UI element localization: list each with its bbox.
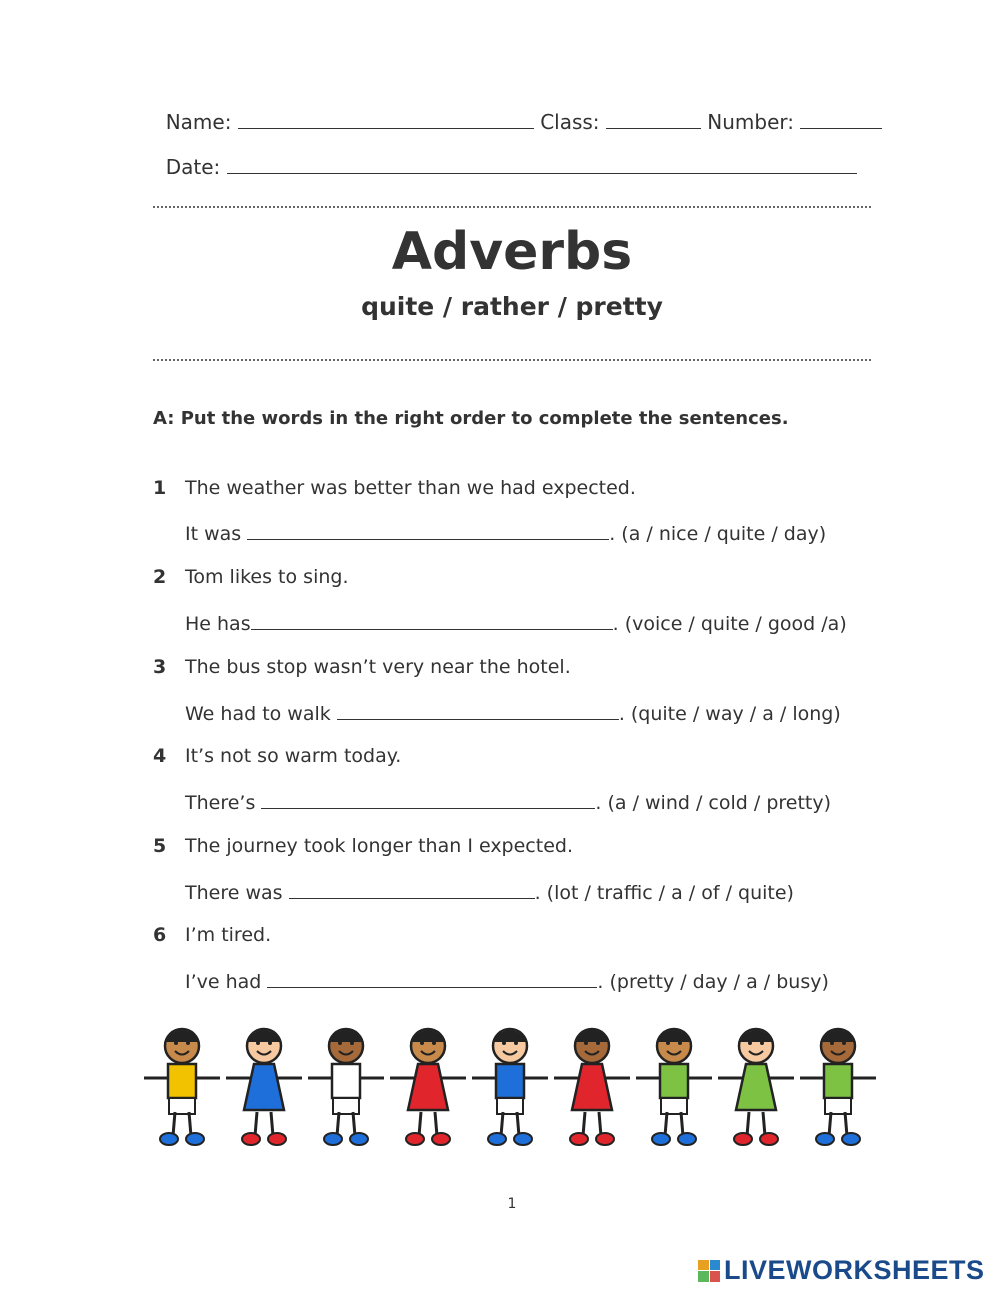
answer-row-6 bbox=[185, 969, 829, 993]
answer-clue: . (a / wind / cold / pretty) bbox=[595, 792, 832, 814]
answer-prefix: I’ve had bbox=[185, 971, 268, 993]
answer-input-5[interactable] bbox=[289, 880, 535, 899]
question-sentence: Tom likes to sing. bbox=[185, 566, 349, 588]
child-figure bbox=[144, 1029, 220, 1145]
class-label: Class: bbox=[540, 110, 600, 134]
answer-row-2 bbox=[185, 611, 847, 635]
question-4 bbox=[153, 745, 401, 767]
question-number: 2 bbox=[153, 566, 167, 588]
answer-prefix: There was bbox=[185, 882, 289, 904]
answer-clue: . (a / nice / quite / day) bbox=[609, 523, 827, 545]
name-field[interactable] bbox=[238, 110, 534, 129]
question-sentence: The journey took longer than I expected. bbox=[185, 835, 573, 857]
answer-clue: . (quite / way / a / long) bbox=[618, 703, 841, 725]
class-field[interactable] bbox=[606, 110, 701, 129]
answer-input-4[interactable] bbox=[261, 790, 595, 809]
children-holding-hands-illustration bbox=[140, 1018, 880, 1153]
question-2 bbox=[153, 566, 349, 588]
logo-square bbox=[710, 1260, 721, 1271]
date-row bbox=[153, 131, 857, 179]
instruction-text: A: Put the words in the right order to complete the sentences. bbox=[153, 408, 789, 429]
child-figure bbox=[390, 1029, 466, 1145]
page-subtitle: quite / rather / pretty bbox=[361, 292, 663, 321]
question-number: 6 bbox=[153, 924, 167, 946]
answer-clue: . (voice / quite / good /a) bbox=[612, 613, 847, 635]
question-sentence: It’s not so warm today. bbox=[185, 745, 402, 767]
child-figure bbox=[226, 1029, 302, 1145]
child-figure bbox=[308, 1029, 384, 1145]
date-field[interactable] bbox=[227, 155, 857, 174]
answer-input-3[interactable] bbox=[337, 701, 619, 720]
answer-clue: . (lot / traffic / a / of / quite) bbox=[534, 882, 794, 904]
answer-prefix: It was bbox=[185, 523, 248, 545]
number-label: Number: bbox=[707, 110, 794, 134]
answer-row-3 bbox=[185, 701, 841, 725]
page-number: 1 bbox=[507, 1196, 517, 1212]
child-figure bbox=[800, 1029, 876, 1145]
question-3 bbox=[153, 656, 571, 678]
child-figure bbox=[718, 1029, 794, 1145]
logo-square bbox=[698, 1271, 709, 1282]
question-number: 4 bbox=[153, 745, 167, 767]
child-figure bbox=[472, 1029, 548, 1145]
question-sentence: The bus stop wasn’t very near the hotel. bbox=[185, 656, 571, 678]
question-sentence: I’m tired. bbox=[185, 924, 272, 946]
question-6 bbox=[153, 924, 271, 946]
answer-input-6[interactable] bbox=[267, 969, 597, 988]
answer-input-2[interactable] bbox=[251, 611, 613, 630]
child-figure bbox=[636, 1029, 712, 1145]
child-figure bbox=[554, 1029, 630, 1145]
number-field[interactable] bbox=[800, 110, 882, 129]
answer-prefix: He has bbox=[185, 613, 251, 635]
answer-prefix: There’s bbox=[185, 792, 262, 814]
answer-row-5 bbox=[185, 880, 794, 904]
question-sentence: The weather was better than we had expected. bbox=[185, 477, 636, 499]
answer-prefix: We had to walk bbox=[185, 703, 337, 725]
answer-row-1 bbox=[185, 521, 826, 545]
liveworksheets-mark-icon bbox=[698, 1260, 720, 1282]
question-5 bbox=[153, 835, 573, 857]
name-label: Name: bbox=[165, 110, 232, 134]
question-number: 5 bbox=[153, 835, 167, 857]
answer-row-4 bbox=[185, 790, 831, 814]
question-number: 1 bbox=[153, 477, 167, 499]
liveworksheets-logo bbox=[698, 1255, 985, 1286]
date-label: Date: bbox=[165, 155, 221, 179]
name-class-number-row bbox=[153, 86, 882, 134]
divider-bottom bbox=[153, 359, 871, 361]
divider-top bbox=[153, 206, 871, 208]
logo-square bbox=[698, 1260, 709, 1271]
question-1 bbox=[153, 477, 636, 499]
question-number: 3 bbox=[153, 656, 167, 678]
answer-clue: . (pretty / day / a / busy) bbox=[597, 971, 829, 993]
liveworksheets-wordmark: LIVEWORKSHEETS bbox=[724, 1255, 985, 1285]
page-title: Adverbs bbox=[391, 222, 633, 282]
logo-square bbox=[710, 1271, 721, 1282]
answer-input-1[interactable] bbox=[247, 521, 609, 540]
